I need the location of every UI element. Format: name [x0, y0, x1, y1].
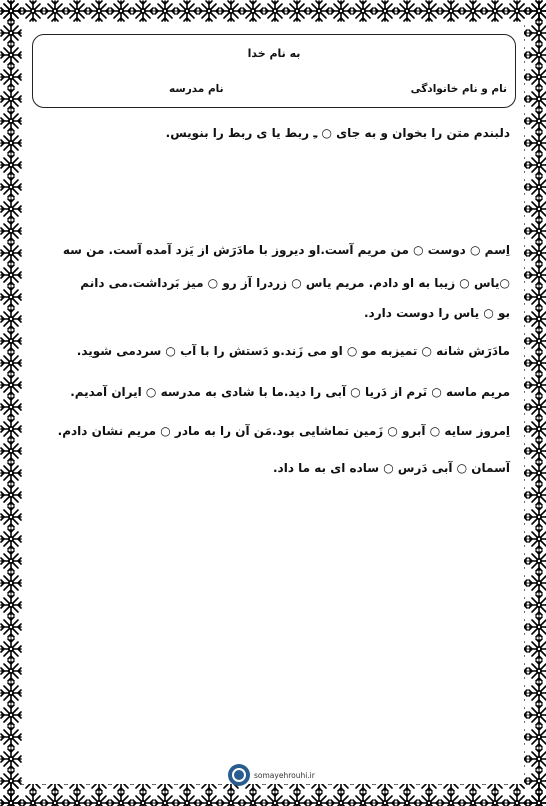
- text-line-4: مادَرَش شانه ○ تمیزبه مو ○ او می زَند.و دَستش را با آب ○ سردمی شوید.: [76, 344, 510, 358]
- text-line-7: آسمان ○ آبی دَرس ○ ساده ای به ما داد.: [273, 461, 510, 475]
- instruction-text: دلبندم متن را بخوان و به جای ○ ـِ ربط یا ی ربط را بنویس.: [165, 126, 510, 140]
- footer-site: somayehrouhi.ir: [254, 770, 315, 780]
- family-name-label: نام و نام خانوادگی: [410, 83, 507, 95]
- footer: [228, 764, 315, 786]
- header-box: [32, 34, 516, 108]
- text-line-1: اِسم ○ دوست ○ من مریم آست.او دیروز با مادَرَش از یَزد آمده آست. من سه: [62, 243, 510, 257]
- bismillah-title: به نام خدا: [247, 47, 301, 60]
- text-line-5: مریم ماسه ○ نَرم از دَریا ○ آبی را دید.ما با شادی به مدرسه ○ ایران آمدیم.: [70, 385, 510, 399]
- text-line-3: بو ○ یاس را دوست دارد.: [364, 306, 510, 320]
- school-name-label: نام مدرسه: [169, 83, 224, 95]
- text-line-6: اِمروز سایه ○ آبرو ○ زَمین تماشایی بود.مَن آن را به مادر ○ مریم نشان دادم.: [57, 424, 510, 438]
- site-logo-icon: [228, 764, 250, 786]
- text-line-2: ○یاس ○ زیبا به او دادم. مریم یاس ○ زردرا آز رو ○ میز بَرداشت.می دانم: [80, 276, 510, 290]
